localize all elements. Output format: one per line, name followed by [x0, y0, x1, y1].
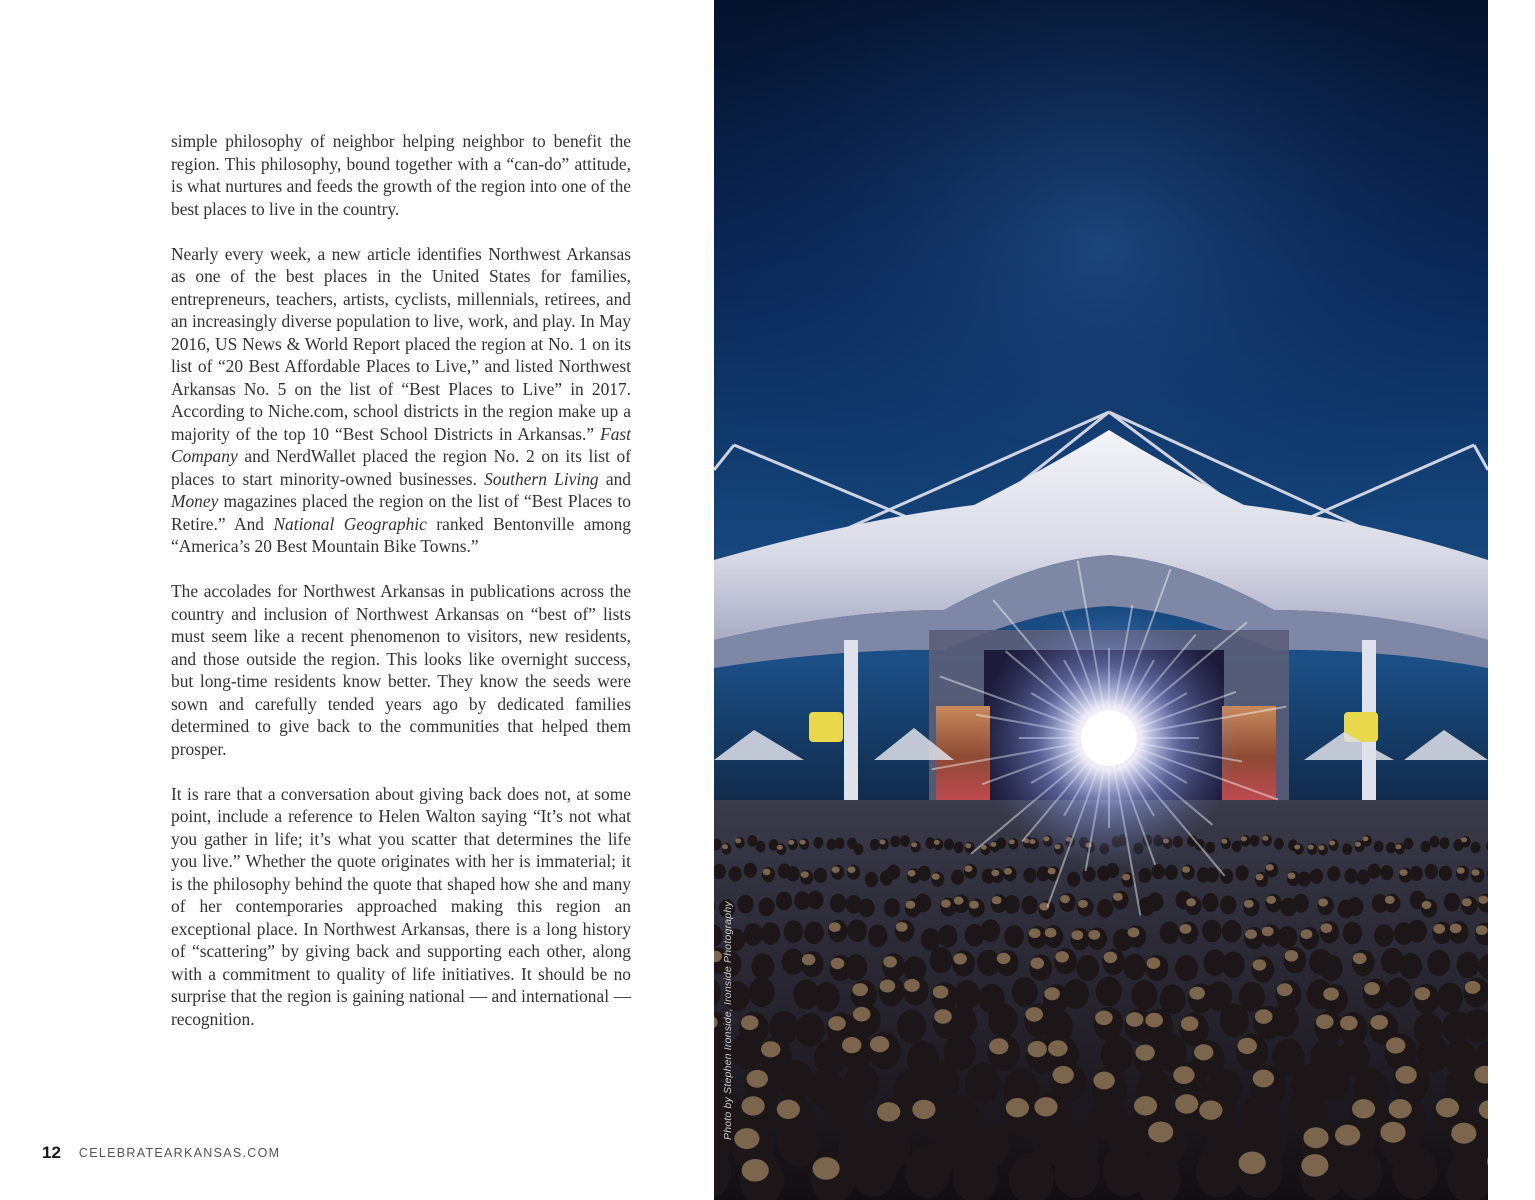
paragraph-text: and NerdWallet placed the region No. 2 on its list of places to start minority-owned businesses.: [171, 446, 631, 489]
paragraph-text: and: [598, 468, 631, 489]
paragraph-text: simple philosophy of neighbor helping neighbor to benefit the region. This philosophy, bound together with a “can-do” attitude, is what nurtures and feeds the growth of the region into one of the best places to live in the country.: [171, 131, 631, 219]
paragraph-text: Nearly every week, a new article identifies Northwest Arkansas as one of the best places in the United States for families, entrepreneurs, teachers, artists, cyclists, millennials, retirees, and an increasingly diverse population to live, work, and play. In May 2016, US News & World Report placed the region at No. 1 on its list of “20 Best Affordable Places to Live,” and listed Northwest Arkansas No. 5 on the list of “Best Places to Live” in 2017. According to Niche.com, school districts in the region make up a majority of the top 10 “Best School Districts in Arkansas.”: [171, 243, 631, 444]
page-margin: [1488, 0, 1535, 1200]
article-paragraph: [171, 783, 631, 1031]
article-body: [171, 130, 631, 1030]
paragraph-text: It is rare that a conversation about giving back does not, at some point, include a reference to Helen Walton saying “It’s not what you gather in life; it’s what you scatter that determines the life you live.” Whether the quote originates with her is immaterial; it is the philosophy behind the quote that shaped how she and many of her contemporaries approached making this region an exceptional place. In Northwest Arkansas, there is a long history of “scattering” by giving back and supporting each other, along with a commitment to quality of life initiatives. It should be no surprise that the region is gaining national — and international — recognition.: [171, 783, 631, 1029]
site-url: CELEBRATEARKANSAS.COM: [78, 1146, 281, 1160]
page-footer: [42, 1141, 280, 1165]
publication-title: Southern Living: [484, 468, 599, 489]
paragraph-text: The accolades for Northwest Arkansas in publications across the country and inclusion of Northwest Arkansas on “best of” lists must seem like a recent phenomenon to visitors, new residents, and those outside the region. This looks like overnight success, but long-time residents know better. They know the seeds were sown and carefully tended years ago by dedicated families determined to give back to the communities that helped them prosper.: [171, 581, 631, 759]
article-paragraph: [171, 130, 631, 220]
article-paragraph: [171, 243, 631, 558]
photo-credit: Photo by Stephen Ironside, Ironside Photography: [722, 901, 734, 1140]
publication-title: National Geographic: [273, 513, 427, 534]
publication-title: Fast Company: [171, 423, 631, 466]
paragraph-text: magazines placed the region on the list of “Best Places to Retire.” And: [171, 491, 631, 534]
publication-title: Money: [171, 491, 219, 511]
article-paragraph: [171, 580, 631, 760]
page-number: 12: [42, 1143, 61, 1162]
paragraph-text: ranked Bentonville among “America’s 20 Best Mountain Bike Towns.”: [171, 513, 631, 556]
concert-photo: [714, 0, 1488, 1200]
